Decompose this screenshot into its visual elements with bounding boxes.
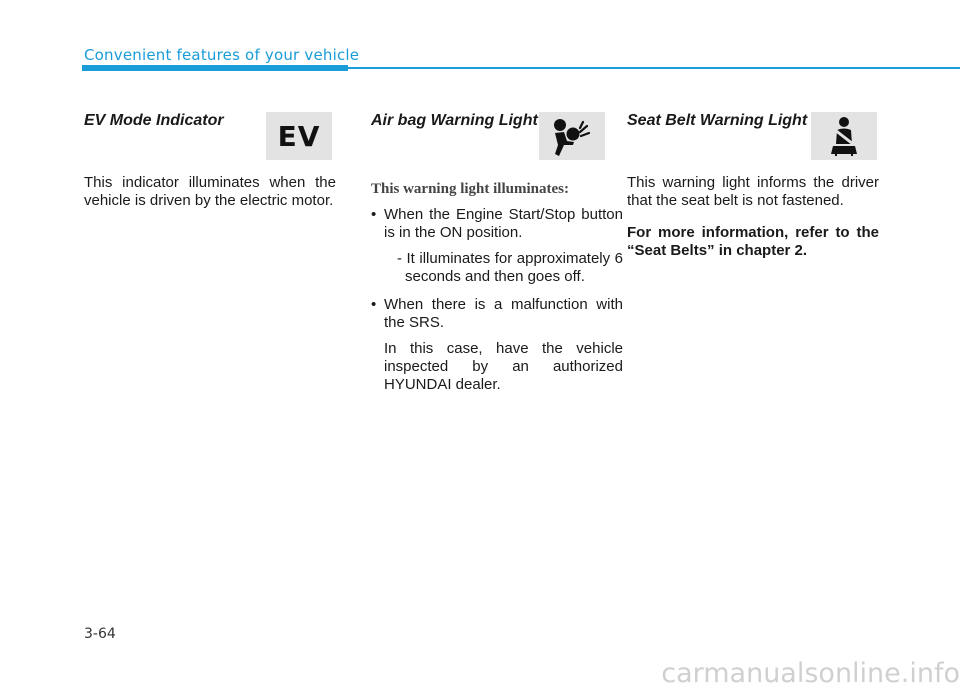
page-number: 3-64	[84, 626, 116, 642]
ev-icon-label: EV	[277, 119, 321, 153]
seatbelt-section	[627, 108, 879, 260]
section-header-title: Convenient features of your vehicle	[84, 46, 360, 64]
header-accent-bar	[82, 65, 348, 71]
ev-mode-title: EV Mode Indicator	[84, 112, 224, 129]
list-item	[371, 296, 623, 394]
seatbelt-title: Seat Belt Warning Light	[627, 112, 808, 129]
header-rule	[348, 67, 960, 69]
list-item-subtext: - It illuminates for approximately 6 seconds and then goes off.	[397, 250, 623, 285]
list-item-note: In this case, have the vehicle inspected by an authorized HYUNDAI dealer.	[384, 340, 623, 393]
list-item-text: When there is a malfunction with the SRS.	[384, 296, 623, 331]
seatbelt-reference-note: For more information, refer to the “Seat Belts” in chapter 2.	[627, 224, 879, 259]
ev-indicator-icon	[266, 112, 332, 160]
airbag-conditions-list	[371, 206, 623, 394]
seatbelt-description: This warning light informs the driver that the seat belt is not fastened.	[627, 174, 879, 209]
airbag-title: Air bag Warning Light	[371, 112, 538, 129]
list-item	[371, 206, 623, 286]
airbag-section	[371, 108, 623, 394]
airbag-warning-icon	[539, 112, 605, 160]
ev-mode-description: This indicator illuminates when the vehicle is driven by the electric motor.	[84, 174, 336, 209]
ev-mode-section	[84, 108, 336, 210]
list-item-text: When the Engine Start/Stop button is in the ON position.	[384, 206, 623, 241]
watermark: carmanualsonline.info	[661, 658, 960, 689]
airbag-subheading: This warning light illuminates:	[371, 181, 569, 197]
seatbelt-warning-icon	[811, 112, 877, 160]
